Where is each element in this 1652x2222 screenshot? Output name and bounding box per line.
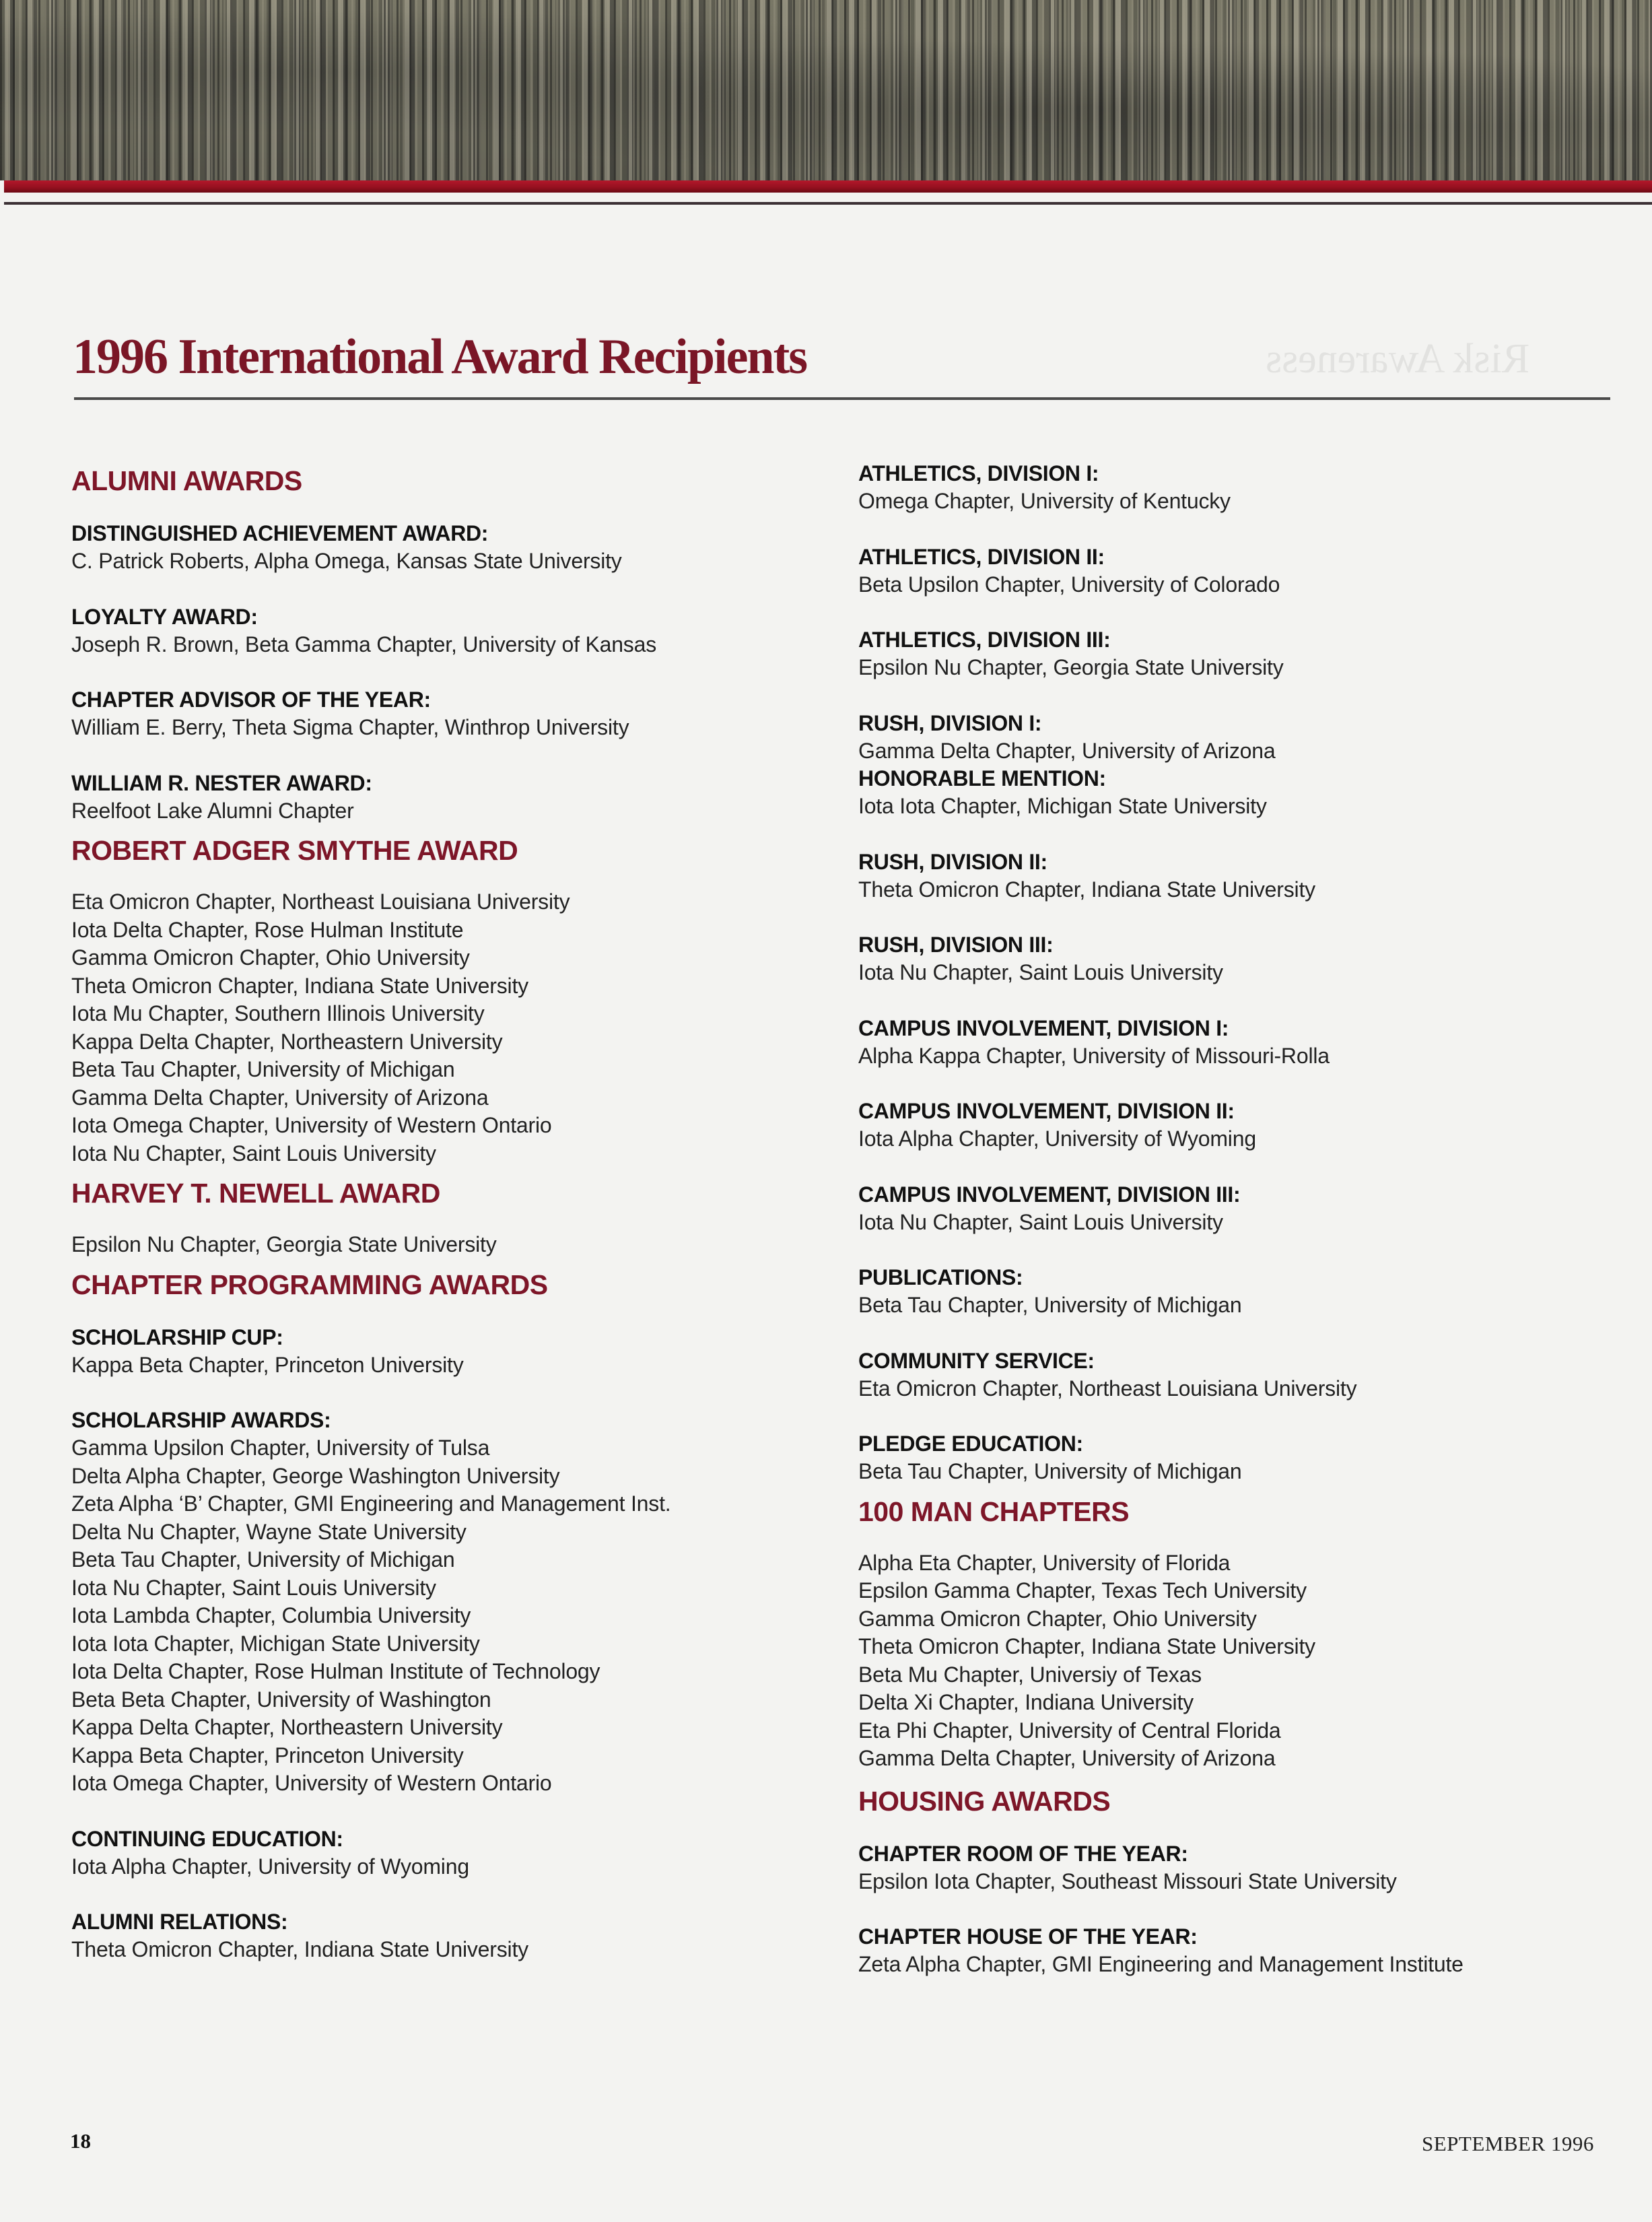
award-label: COMMUNITY SERVICE: — [858, 1348, 1095, 1373]
award-recipient: Zeta Alpha ‘B’ Chapter, GMI Engineering and Management Inst. — [71, 1491, 671, 1516]
award-recipient: Delta Nu Chapter, Wayne State University — [71, 1519, 467, 1544]
recipient: Gamma Delta Chapter, University of Arizona — [858, 1746, 1276, 1770]
award-recipient: Gamma Upsilon Chapter, University of Tulsa — [71, 1436, 490, 1460]
recipient: Alpha Eta Chapter, University of Florida — [858, 1550, 1231, 1575]
section-heading: HARVEY T. NEWELL AWARD — [71, 1178, 440, 1209]
award-label: SCHOLARSHIP AWARDS: — [71, 1408, 331, 1432]
award-recipient: Omega Chapter, University of Kentucky — [858, 489, 1231, 513]
recipient: Eta Omicron Chapter, Northeast Louisiana University — [71, 889, 570, 914]
award-label: ATHLETICS, DIVISION III: — [858, 628, 1111, 652]
award-recipient: Theta Omicron Chapter, Indiana State University — [858, 877, 1315, 902]
recipient: Theta Omicron Chapter, Indiana State University — [71, 973, 528, 998]
bleed-through-title: Risk Awareness — [1266, 336, 1530, 382]
section-heading: ROBERT ADGER SMYTHE AWARD — [71, 835, 518, 866]
banner-rule — [4, 202, 1652, 205]
award-recipient: C. Patrick Roberts, Alpha Omega, Kansas State University — [71, 549, 622, 573]
award-recipient: Iota Omega Chapter, University of Western Ontario — [71, 1771, 552, 1795]
award-label: DISTINGUISHED ACHIEVEMENT AWARD: — [71, 521, 489, 545]
recipient: Iota Mu Chapter, Southern Illinois University — [71, 1001, 485, 1025]
award-label: CHAPTER ROOM OF THE YEAR: — [858, 1841, 1188, 1866]
page-title: 1996 International Award Recipients — [73, 329, 807, 384]
section-heading: ALUMNI AWARDS — [71, 465, 302, 496]
left-column — [71, 465, 832, 1964]
award-recipient: Iota Lambda Chapter, Columbia University — [71, 1603, 471, 1627]
award-recipient: Iota Nu Chapter, Saint Louis University — [71, 1575, 436, 1600]
award-recipient: Iota Delta Chapter, Rose Hulman Institute of Technology — [71, 1659, 600, 1683]
award-recipient: Zeta Alpha Chapter, GMI Engineering and Management Institute — [858, 1952, 1464, 1976]
award-label: RUSH, DIVISION III: — [858, 933, 1054, 957]
section-heading: HOUSING AWARDS — [858, 1785, 1111, 1817]
award-label: HONORABLE MENTION: — [858, 766, 1106, 790]
award-recipient: Alpha Kappa Chapter, University of Missouri-Rolla — [858, 1043, 1330, 1068]
award-label: ATHLETICS, DIVISION I: — [858, 461, 1099, 485]
award-label: PLEDGE EDUCATION: — [858, 1432, 1083, 1456]
award-recipient: Kappa Beta Chapter, Princeton University — [71, 1743, 464, 1768]
title-divider — [74, 397, 1610, 400]
award-recipient: Iota Nu Chapter, Saint Louis University — [858, 960, 1223, 984]
award-label: CAMPUS INVOLVEMENT, DIVISION II: — [858, 1099, 1235, 1123]
recipient: Theta Omicron Chapter, Indiana State University — [858, 1634, 1315, 1658]
award-recipient: Kappa Beta Chapter, Princeton University — [71, 1352, 464, 1377]
award-label: PUBLICATIONS: — [858, 1265, 1023, 1289]
section-housing-awards — [858, 1785, 1619, 1979]
award-recipient: Beta Tau Chapter, University of Michigan — [858, 1459, 1242, 1483]
award-recipient: Beta Upsilon Chapter, University of Colorado — [858, 572, 1280, 597]
award-recipient: Beta Beta Chapter, University of Washington — [71, 1687, 491, 1712]
award-recipient: Epsilon Nu Chapter, Georgia State University — [858, 655, 1284, 679]
recipient: Iota Nu Chapter, Saint Louis University — [71, 1141, 436, 1166]
award-label: LOYALTY AWARD: — [71, 604, 258, 629]
award-label: SCHOLARSHIP CUP: — [71, 1324, 283, 1349]
award-label: ALUMNI RELATIONS: — [71, 1910, 288, 1934]
award-recipient: Iota Iota Chapter, Michigan State University — [858, 794, 1267, 818]
award-label: WILLIAM R. NESTER AWARD: — [71, 770, 372, 795]
award-recipient: Beta Tau Chapter, University of Michigan — [71, 1547, 455, 1572]
section-chapter-programming — [71, 1269, 832, 1964]
award-label: CAMPUS INVOLVEMENT, DIVISION III: — [858, 1182, 1241, 1207]
award-label: CONTINUING EDUCATION: — [71, 1826, 343, 1851]
award-recipient: Epsilon Iota Chapter, Southeast Missouri State University — [858, 1868, 1397, 1893]
award-recipient: Theta Omicron Chapter, Indiana State University — [71, 1937, 528, 1961]
recipient: Gamma Omicron Chapter, Ohio University — [858, 1606, 1257, 1631]
section-newell-award — [71, 1177, 832, 1259]
award-recipient: Joseph R. Brown, Beta Gamma Chapter, University of Kansas — [71, 632, 656, 656]
right-column — [858, 460, 1619, 1979]
award-label: CHAPTER ADVISOR OF THE YEAR: — [71, 687, 431, 712]
section-100-man-chapters — [858, 1495, 1619, 1773]
award-recipient: Reelfoot Lake Alumni Chapter — [71, 798, 354, 823]
recipient: Gamma Delta Chapter, University of Arizona — [71, 1085, 489, 1110]
section-alumni-awards — [71, 465, 832, 825]
section-smythe-award — [71, 834, 832, 1168]
award-label: CAMPUS INVOLVEMENT, DIVISION I: — [858, 1015, 1229, 1040]
award-label: RUSH, DIVISION I: — [858, 710, 1042, 735]
recipient: Iota Omega Chapter, University of Western Ontario — [71, 1113, 552, 1137]
recipient: Delta Xi Chapter, Indiana University — [858, 1690, 1194, 1714]
award-recipient: Iota Alpha Chapter, University of Wyoming — [71, 1854, 469, 1879]
award-recipient: Iota Alpha Chapter, University of Wyoming — [858, 1126, 1256, 1151]
award-recipient: Gamma Delta Chapter, University of Arizona — [858, 738, 1276, 763]
recipient: Beta Tau Chapter, University of Michigan — [71, 1057, 455, 1081]
section-heading: 100 MAN CHAPTERS — [858, 1495, 1130, 1527]
award-recipient: Delta Alpha Chapter, George Washington University — [71, 1463, 560, 1488]
recipient: Eta Phi Chapter, University of Central Florida — [858, 1718, 1281, 1743]
award-label: ATHLETICS, DIVISION II: — [858, 544, 1105, 569]
award-recipient: Kappa Delta Chapter, Northeastern University — [71, 1715, 503, 1739]
recipient: Epsilon Gamma Chapter, Texas Tech University — [858, 1578, 1307, 1603]
award-recipient: William E. Berry, Theta Sigma Chapter, Winthrop University — [71, 715, 629, 739]
award-recipient: Iota Iota Chapter, Michigan State University — [71, 1631, 480, 1656]
award-label: CHAPTER HOUSE OF THE YEAR: — [858, 1924, 1198, 1949]
award-label: RUSH, DIVISION II: — [858, 849, 1047, 874]
banner-red-band — [4, 180, 1652, 193]
recipient: Kappa Delta Chapter, Northeastern University — [71, 1029, 503, 1054]
award-recipient: Beta Tau Chapter, University of Michigan — [858, 1293, 1242, 1317]
recipient: Epsilon Nu Chapter, Georgia State University — [71, 1232, 497, 1256]
page-number: 18 — [70, 2129, 91, 2153]
award-recipient: Iota Nu Chapter, Saint Louis University — [858, 1209, 1223, 1234]
recipient: Beta Mu Chapter, Universiy of Texas — [858, 1662, 1202, 1687]
issue-date: SEPTEMBER 1996 — [1422, 2132, 1594, 2155]
recipient: Gamma Omicron Chapter, Ohio University — [71, 945, 470, 970]
section-heading: CHAPTER PROGRAMMING AWARDS — [71, 1269, 548, 1300]
recipient: Iota Delta Chapter, Rose Hulman Institute — [71, 917, 464, 942]
granite-banner-image — [0, 0, 1652, 180]
award-recipient: Eta Omicron Chapter, Northeast Louisiana University — [858, 1376, 1357, 1401]
